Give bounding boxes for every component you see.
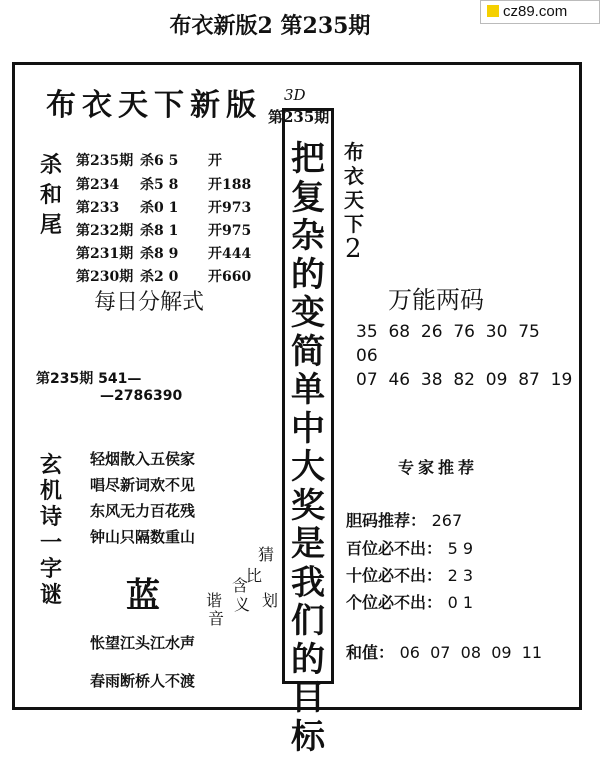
label-char: 玄 bbox=[40, 452, 63, 478]
history-kill: 杀0 1 bbox=[140, 200, 179, 216]
history-issue: 第234 bbox=[76, 177, 120, 193]
label-char: 一 bbox=[40, 530, 63, 556]
label-char: 布 bbox=[344, 140, 364, 164]
wanneng-row: 06 bbox=[356, 346, 378, 366]
history-open: 开 bbox=[208, 153, 222, 169]
issue-line: 第235期 541— bbox=[36, 371, 142, 387]
slogan-char: 是 bbox=[291, 524, 325, 564]
tag-3d: 3D bbox=[284, 86, 306, 104]
history-issue: 第233 bbox=[76, 200, 120, 216]
riddle-answer: 蓝 bbox=[126, 576, 160, 616]
rec-label: 百位必不出： bbox=[346, 539, 443, 558]
slogan-char: 把 bbox=[291, 139, 325, 179]
slogan-char: 单 bbox=[291, 370, 325, 410]
history-issue: 第231期 bbox=[76, 246, 134, 262]
slogan-char: 杂 bbox=[291, 216, 325, 256]
rec-shi bbox=[346, 563, 473, 586]
poem-line: 唱尽新词欢不见 bbox=[90, 476, 196, 494]
label-char: 谜 bbox=[40, 582, 63, 608]
history-kill: 杀8 1 bbox=[140, 223, 179, 239]
rec-label: 个位必不出： bbox=[346, 593, 443, 612]
expert-title: 专家推荐 bbox=[398, 458, 479, 477]
rec-hezhi bbox=[346, 640, 542, 663]
slogan-char: 的 bbox=[291, 254, 325, 295]
history-kill: 杀2 0 bbox=[140, 269, 179, 285]
brand-number: 2 bbox=[345, 234, 362, 264]
slogan-char: 中 bbox=[291, 408, 325, 449]
history-issue: 第235期 bbox=[76, 153, 134, 169]
label-char: 字 bbox=[40, 556, 63, 582]
issue-line-cont: —2786390 bbox=[100, 388, 183, 404]
slogan-char: 简 bbox=[291, 331, 325, 372]
slogan-char: 的 bbox=[291, 639, 325, 680]
hint-char: 划 bbox=[262, 591, 279, 610]
label-char: 尾 bbox=[40, 212, 63, 238]
slogan-vertical bbox=[285, 140, 331, 756]
poem-line: 钟山只隔数重山 bbox=[90, 528, 196, 546]
history-kill: 杀8 9 bbox=[140, 246, 179, 262]
slogan-char: 目 bbox=[291, 678, 325, 718]
brand-vertical bbox=[344, 140, 364, 236]
rec-value: 267 bbox=[431, 511, 463, 530]
slogan-char: 我 bbox=[291, 562, 325, 603]
history-open: 开188 bbox=[208, 177, 252, 193]
slogan-char: 变 bbox=[291, 293, 325, 333]
label-char: 和 bbox=[40, 182, 63, 208]
rec-label: 胆码推荐： bbox=[346, 511, 427, 530]
hint-char: 猜 bbox=[258, 545, 275, 564]
logo-text: cz89.com bbox=[503, 3, 568, 20]
history-issue: 第232期 bbox=[76, 223, 134, 239]
hint-char: 音 bbox=[208, 609, 225, 628]
hint-char: 谐 bbox=[206, 591, 223, 610]
slogan-char: 大 bbox=[291, 447, 325, 487]
hint-char: 比 bbox=[246, 566, 263, 585]
tag-issue: 第235期 bbox=[268, 108, 330, 126]
xuanji-label bbox=[40, 452, 62, 608]
rec-bai bbox=[346, 536, 473, 559]
banner-title: 布衣天下新版 bbox=[46, 88, 262, 123]
logo-square-icon bbox=[487, 5, 499, 17]
slogan-char: 标 bbox=[291, 716, 325, 757]
site-logo[interactable] bbox=[480, 0, 600, 24]
rec-value: 0 1 bbox=[447, 593, 474, 612]
history-kill: 杀6 5 bbox=[140, 153, 179, 169]
rec-value: 5 9 bbox=[447, 539, 474, 558]
hint-char: 含 bbox=[232, 576, 249, 595]
slogan-char: 复 bbox=[291, 177, 325, 218]
rec-label: 和值： bbox=[346, 643, 395, 662]
daily-title: 每日分解式 bbox=[94, 290, 205, 315]
rec-ge bbox=[346, 590, 473, 613]
label-char: 衣 bbox=[344, 164, 364, 188]
label-char: 机 bbox=[40, 478, 63, 504]
history-open: 开975 bbox=[208, 223, 252, 239]
history-kill: 杀5 8 bbox=[140, 177, 179, 193]
poem2-line: 春雨断桥人不渡 bbox=[90, 672, 196, 690]
wanneng-title: 万能两码 bbox=[388, 286, 484, 314]
label-char: 天 bbox=[344, 188, 364, 212]
slogan-char: 们 bbox=[291, 601, 325, 641]
hint-char: 义 bbox=[234, 595, 251, 614]
poem-line: 东风无力百花残 bbox=[90, 502, 196, 520]
rec-value: 06 07 08 09 11 bbox=[399, 643, 543, 662]
slogan-char: 奖 bbox=[291, 485, 325, 526]
label-char: 下 bbox=[344, 212, 364, 236]
poem2-line: 怅望江头江水声 bbox=[90, 634, 196, 652]
poem-line: 轻烟散入五侯家 bbox=[90, 450, 196, 468]
history-open: 开660 bbox=[208, 269, 252, 285]
history-open: 开973 bbox=[208, 200, 252, 216]
shawei-label bbox=[40, 150, 62, 240]
label-char: 杀 bbox=[40, 152, 63, 178]
wanneng-row: 07 46 38 82 09 87 19 bbox=[356, 370, 573, 390]
rec-label: 十位必不出： bbox=[346, 566, 443, 585]
rec-dan bbox=[346, 508, 462, 531]
history-issue: 第230期 bbox=[76, 269, 134, 285]
page-title: 布衣新版2 第235期 bbox=[169, 13, 371, 39]
label-char: 诗 bbox=[40, 504, 63, 530]
rec-value: 2 3 bbox=[447, 566, 474, 585]
wanneng-row: 35 68 26 76 30 75 bbox=[356, 322, 540, 342]
history-open: 开444 bbox=[208, 246, 252, 262]
